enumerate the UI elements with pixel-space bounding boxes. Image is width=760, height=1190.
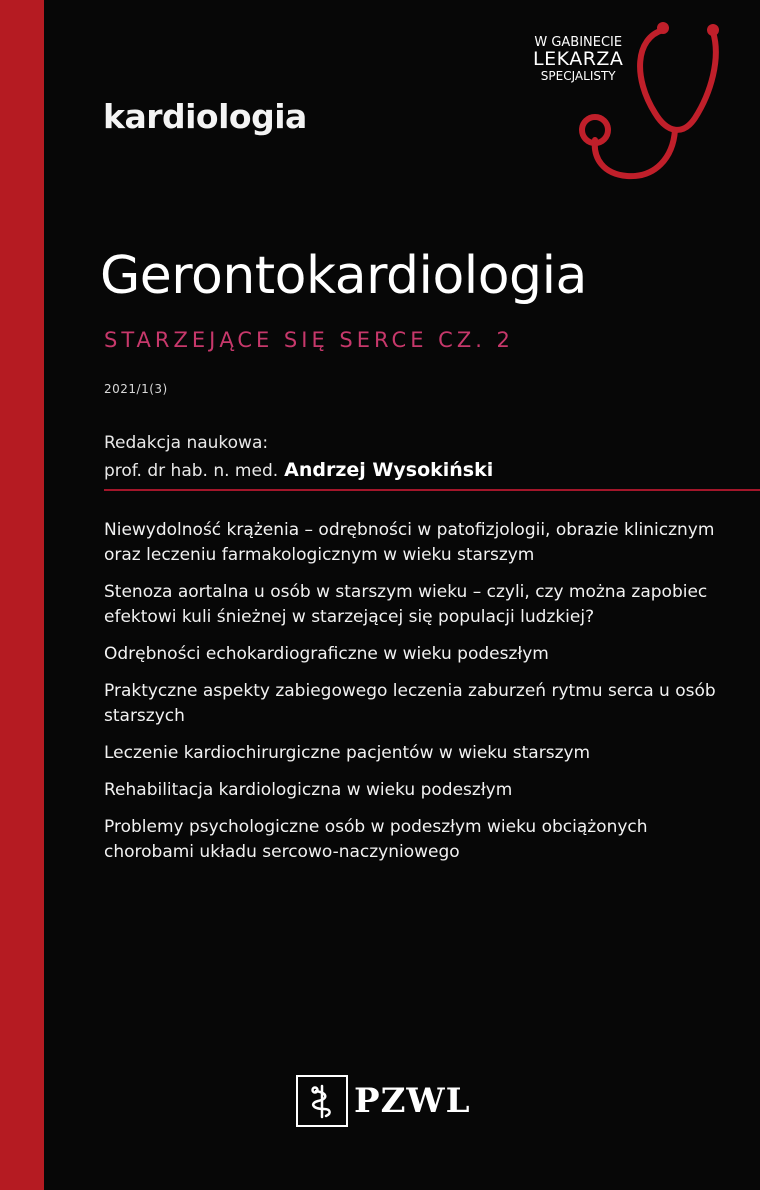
editor-line	[104, 459, 493, 481]
editor-title: prof. dr hab. n. med.	[104, 461, 279, 481]
red-spine-strip	[0, 0, 44, 1190]
series-name	[533, 36, 623, 82]
table-of-contents	[104, 518, 724, 877]
series-line-1: W GABINECIE	[534, 35, 623, 50]
category-label: kardiologia	[103, 97, 307, 136]
toc-item: Leczenie kardiochirurgiczne pacjentów w wieku starszym	[104, 743, 591, 763]
toc-item: Stenoza aortalna u osób w starszym wieku – czyli, czy można zapobiec efektowi kuli śnieżnej w starzejącej się populacji ludzkiej?	[104, 582, 708, 627]
toc-item: Problemy psychologiczne osób w podeszłym wieku obciążonych chorobami układu sercowo-naczyniowego	[104, 817, 648, 862]
series-line-3: SPECJALISTY	[540, 68, 616, 83]
book-title: Gerontokardiologia	[100, 246, 587, 306]
publisher-logo	[296, 1075, 470, 1127]
serpent-staff-icon	[296, 1075, 348, 1127]
toc-item: Rehabilitacja kardiologiczna w wieku podeszłym	[104, 780, 513, 800]
divider	[104, 489, 760, 491]
toc-item: Praktyczne aspekty zabiegowego leczenia zaburzeń rytmu serca u osób starszych	[104, 681, 716, 726]
toc-item: Niewydolność krążenia – odrębności w patofizjologii, obrazie klinicznym oraz leczeniu farmakologicznym w wieku starszym	[104, 520, 715, 565]
issue-number: 2021/1(3)	[104, 382, 168, 396]
editor-name: Andrzej Wysokiński	[284, 459, 494, 481]
toc-item: Odrębności echokardiograficzne w wieku podeszłym	[104, 644, 549, 664]
series-logo	[515, 18, 755, 208]
book-subtitle: STARZEJĄCE SIĘ SERCE CZ. 2	[104, 328, 514, 352]
editor-label: Redakcja naukowa:	[104, 433, 269, 453]
publisher-name: PZWL	[354, 1081, 471, 1121]
series-line-2: LEKARZA	[533, 47, 624, 70]
